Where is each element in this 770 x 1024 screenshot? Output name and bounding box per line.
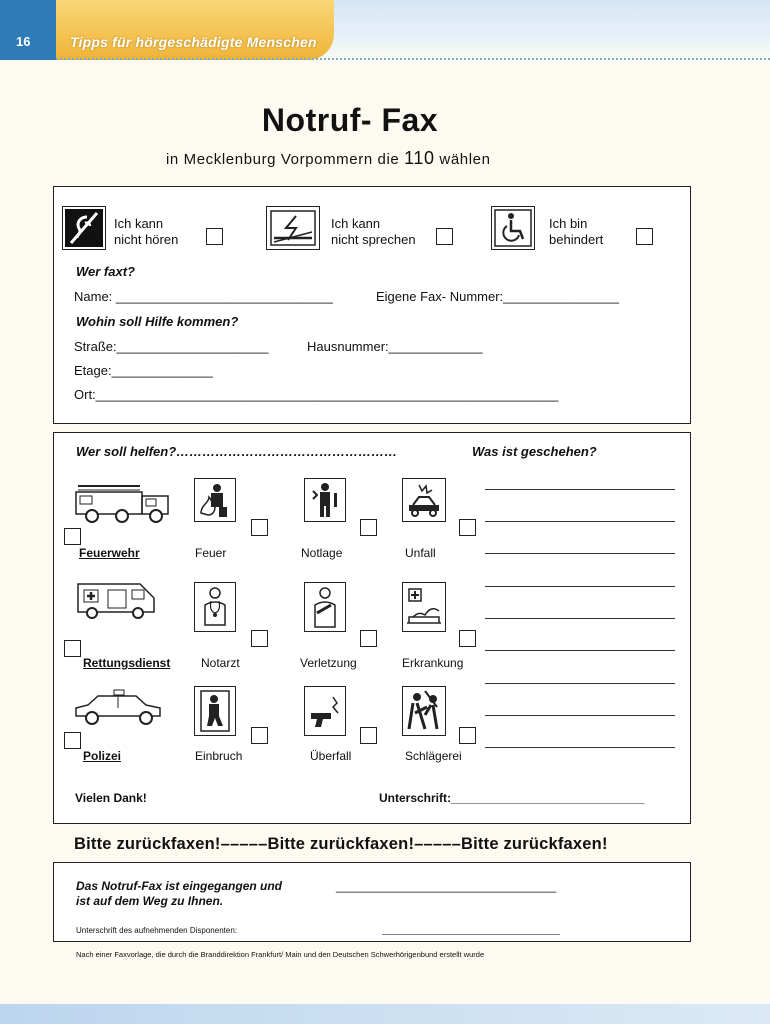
- description-line[interactable]: [485, 521, 675, 522]
- disabled-checkbox[interactable]: [636, 228, 653, 245]
- header-dotted-rule: [56, 58, 770, 60]
- city-field[interactable]: Ort:________________________________________________________________: [74, 387, 559, 402]
- page-subtitle: [166, 148, 491, 169]
- fight-checkbox[interactable]: [459, 727, 476, 744]
- description-line[interactable]: [485, 553, 675, 554]
- section-title: Tipps für hörgeschädigte Menschen: [70, 34, 317, 50]
- description-line[interactable]: [485, 489, 675, 490]
- burglary-label: Einbruch: [195, 749, 243, 763]
- fire-service-label: Feuerwehr: [79, 546, 140, 560]
- receipt-line2: ist auf dem Weg zu Ihnen.: [76, 894, 224, 908]
- floor-field[interactable]: Etage:______________: [74, 363, 213, 378]
- rescue-service-label: Rettungsdienst: [83, 656, 171, 670]
- fire-icon: [194, 478, 236, 522]
- police-label: Polizei: [83, 749, 122, 763]
- deaf-icon: [62, 206, 106, 250]
- robbery-label: Überfall: [310, 749, 352, 763]
- location-heading: Wohin soll Hilfe kommen?: [76, 314, 239, 329]
- disabled-label: Ich bin behindert: [549, 216, 604, 247]
- description-line[interactable]: [485, 715, 675, 716]
- signature-label: Unterschrift:_____________________________: [379, 791, 645, 805]
- what-happened-heading: Was ist geschehen?: [472, 444, 597, 459]
- injury-checkbox[interactable]: [360, 630, 377, 647]
- description-line[interactable]: [485, 586, 675, 587]
- sender-heading: Wer faxt?: [76, 264, 135, 279]
- house-number-field[interactable]: Hausnummer:_____________: [307, 339, 483, 354]
- ambulance-icon: [74, 578, 162, 625]
- illness-icon: [402, 582, 446, 632]
- accident-checkbox[interactable]: [459, 519, 476, 536]
- fight-icon: [402, 686, 446, 736]
- subtitle-prefix: in Mecklenburg Vorpommern die: [166, 151, 400, 168]
- dispatcher-label: Unterschrift des aufnehmenden Disponenten:: [76, 926, 237, 935]
- robbery-checkbox[interactable]: [360, 727, 377, 744]
- signature-field[interactable]: [379, 791, 645, 805]
- mute-label: Ich kann nicht sprechen: [331, 216, 416, 247]
- wheelchair-icon: [491, 206, 535, 250]
- injury-icon: [304, 582, 346, 632]
- name-field[interactable]: Name: ______________________________: [74, 289, 333, 304]
- fax-back-banner: Bitte zurückfaxen!–––––Bitte zurückfaxen!–––––Bitte zurückfaxen!: [74, 835, 608, 853]
- subtitle-suffix: wählen: [439, 151, 491, 168]
- receipt-line1: Das Notruf-Fax ist eingegangen und: [76, 879, 283, 893]
- page-number: 16: [16, 34, 31, 49]
- footnote: Nach einer Faxvorlage, die durch die Branddirektion Frankfurt/ Main und den Deutschen Schwerhörigenbund erstellt wurde: [76, 950, 485, 959]
- doctor-checkbox[interactable]: [251, 630, 268, 647]
- thanks-text: Vielen Dank!: [75, 791, 147, 805]
- header-section-tab: [56, 0, 334, 60]
- emergency-checkbox[interactable]: [360, 519, 377, 536]
- street-field[interactable]: Straße:_____________________: [74, 339, 269, 354]
- fire-checkbox[interactable]: [251, 519, 268, 536]
- doctor-label: Notarzt: [201, 656, 240, 670]
- accident-icon: [402, 478, 446, 522]
- mute-checkbox[interactable]: [436, 228, 453, 245]
- deaf-checkbox[interactable]: [206, 228, 223, 245]
- illness-checkbox[interactable]: [459, 630, 476, 647]
- deaf-label: Ich kann nicht hören: [114, 216, 179, 247]
- rescue-service-checkbox[interactable]: [64, 640, 81, 657]
- police-car-icon: [72, 688, 166, 733]
- fire-service-checkbox[interactable]: [64, 528, 81, 545]
- receipt-blank-field[interactable]: _________________________________: [336, 879, 557, 893]
- emergency-number: 110: [404, 148, 435, 168]
- robbery-icon: [304, 686, 346, 736]
- description-line[interactable]: [485, 650, 675, 651]
- emergency-label: Notlage: [301, 546, 343, 560]
- page-title: Notruf- Fax: [261, 102, 439, 138]
- help-heading: Wer soll helfen?……………………………………………: [76, 444, 398, 459]
- dispatcher-signature-field[interactable]: ________________________________________: [382, 926, 560, 935]
- header-page-block: [0, 0, 60, 60]
- doctor-icon: [194, 582, 236, 632]
- description-line[interactable]: [485, 747, 675, 748]
- accident-label: Unfall: [405, 546, 436, 560]
- description-line[interactable]: [485, 618, 675, 619]
- description-line[interactable]: [485, 683, 675, 684]
- footer-band: [0, 1004, 770, 1024]
- fire-truck-icon: [72, 478, 176, 529]
- mute-icon: [266, 206, 320, 250]
- burglary-icon: [194, 686, 236, 736]
- emergency-icon: [304, 478, 346, 522]
- police-checkbox[interactable]: [64, 732, 81, 749]
- burglary-checkbox[interactable]: [251, 727, 268, 744]
- illness-label: Erkrankung: [402, 656, 464, 670]
- fire-label: Feuer: [195, 546, 227, 560]
- fax-number-field[interactable]: Eigene Fax- Nummer:________________: [376, 289, 619, 304]
- fight-label: Schlägerei: [405, 749, 462, 763]
- injury-label: Verletzung: [300, 656, 357, 670]
